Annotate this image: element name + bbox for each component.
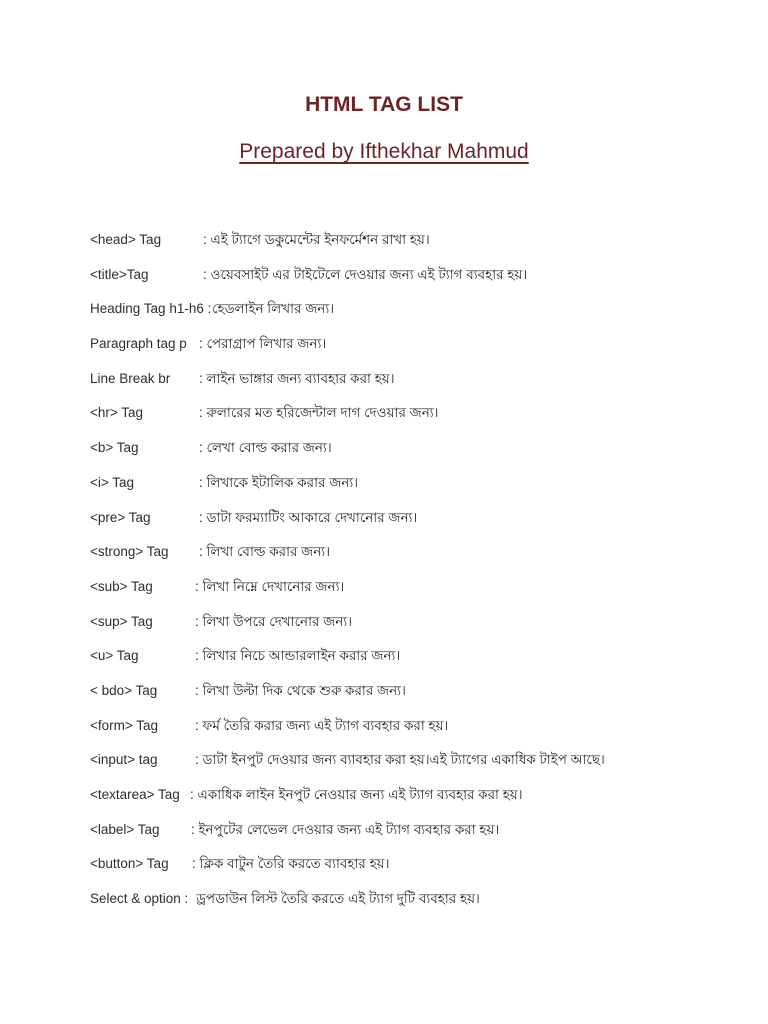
tag-name: <title>Tag: [90, 266, 149, 282]
tag-description: : লিখা উপরে দেখানোর জন্য।: [195, 613, 353, 629]
tag-name: <u> Tag: [90, 648, 139, 664]
tag-name: <button> Tag: [90, 856, 169, 872]
tag-description: : পেরাগ্রাপ লিখার জন্য।: [199, 336, 327, 352]
tag-row: [90, 541, 750, 576]
tag-description: : এই ট্যাগে ডকুমেন্টের ইনফর্মেশন রাখা হয়।: [203, 232, 430, 247]
tag-row: [90, 437, 750, 472]
tag-description: : ডাটা ফরম্যাটিং আকারে দেখানোর জন্য।: [199, 509, 418, 525]
tag-name: <strong> Tag: [90, 544, 169, 560]
tag-row: [90, 749, 750, 784]
tag-row: [90, 784, 750, 819]
author-line: Prepared by Ifthekhar Mahmud: [239, 140, 529, 163]
tag-row: [90, 472, 750, 507]
tag-name: <head> Tag: [90, 232, 162, 247]
tag-name: <sub> Tag: [90, 578, 153, 594]
tag-row: [90, 576, 750, 611]
tag-description: : ওয়েবসাইট এর টাইটেলে দেওয়ার জন্য এই ট্যাগ ব্যবহার হয়।: [203, 266, 528, 282]
tag-description: : লেখা বোল্ড করার জন্য।: [199, 440, 332, 456]
tag-description: : একাধিক লাইন ইনপুট নেওয়ার জন্য এই ট্যাগ ব্যবহার করা হয়।: [190, 787, 523, 802]
tag-name: <sup> Tag: [90, 613, 153, 629]
tag-description: : লিখা বোল্ড করার জন্য।: [199, 544, 331, 560]
tag-list: [90, 229, 750, 923]
tag-row: [90, 680, 750, 715]
tag-row: [90, 368, 750, 403]
tag-name: <pre> Tag: [90, 509, 151, 525]
tag-row: [90, 264, 750, 299]
tag-description: : লিখার নিচে আন্ডারলাইন করার জন্য।: [195, 648, 401, 664]
tag-description: : রুলারের মত হরিজেন্টাল দাগ দেওয়ার জন্য।: [199, 405, 439, 421]
tag-description: : ডাটা ইনপুট দেওয়ার জন্য ব্যাবহার করা হয়।এই ট্যাগের একাধিক টাইপ আছে।: [195, 752, 605, 768]
page-subtitle: [0, 140, 768, 164]
tag-row: [90, 715, 750, 750]
tag-description: : লিখা উল্টা দিক থেকে শুরু করার জন্য।: [195, 682, 406, 698]
tag-row: [90, 507, 750, 542]
tag-row: [90, 611, 750, 646]
tag-row: [90, 229, 750, 264]
tag-name: Select & option :: [90, 891, 189, 907]
tag-description: : লিখাকে ইটালিক করার জন্য।: [199, 474, 359, 490]
tag-description: : ক্লিক বাটুন তৈরি করতে ব্যাবহার হয়।: [192, 856, 390, 872]
tag-row: [90, 333, 750, 368]
tag-name: <textarea> Tag: [90, 787, 180, 802]
tag-row: [90, 853, 750, 888]
tag-name: <b> Tag: [90, 440, 139, 456]
tag-name: Paragraph tag p: [90, 336, 187, 352]
tag-name: <label> Tag: [90, 821, 160, 837]
tag-row: [90, 645, 750, 680]
tag-name: Heading Tag h1-h6 :: [90, 301, 212, 317]
tag-name: <i> Tag: [90, 474, 135, 490]
tag-row: [90, 298, 750, 333]
tag-description: : লাইন ভাঙ্গার জন্য ব্যাবহার করা হয়।: [199, 370, 395, 386]
tag-name: <input> tag: [90, 752, 158, 768]
tag-description: ড্রপডাউন লিস্ট তৈরি করতে এই ট্যাগ দুটি ব্যবহার হয়।: [196, 891, 480, 907]
tag-description: : ফর্ম তৈরি করার জন্য এই ট্যাগ ব্যবহার করা হয়।: [195, 717, 449, 733]
tag-row: [90, 402, 750, 437]
tag-row: [90, 819, 750, 854]
tag-description: হেডলাইন লিখার জন্য।: [212, 301, 335, 317]
tag-name: <form> Tag: [90, 717, 159, 733]
tag-description: : লিখা নিম্নে দেখানোর জন্য।: [195, 578, 345, 594]
tag-name: < bdo> Tag: [90, 682, 158, 698]
tag-name: <hr> Tag: [90, 405, 144, 421]
tag-description: : ইনপুটের লেভেল দেওয়ার জন্য এই ট্যাগ ব্যবহার করা হয়।: [191, 821, 500, 837]
tag-name: Line Break br: [90, 370, 171, 386]
tag-row: [90, 888, 750, 923]
page-title: HTML TAG LIST: [305, 93, 463, 116]
